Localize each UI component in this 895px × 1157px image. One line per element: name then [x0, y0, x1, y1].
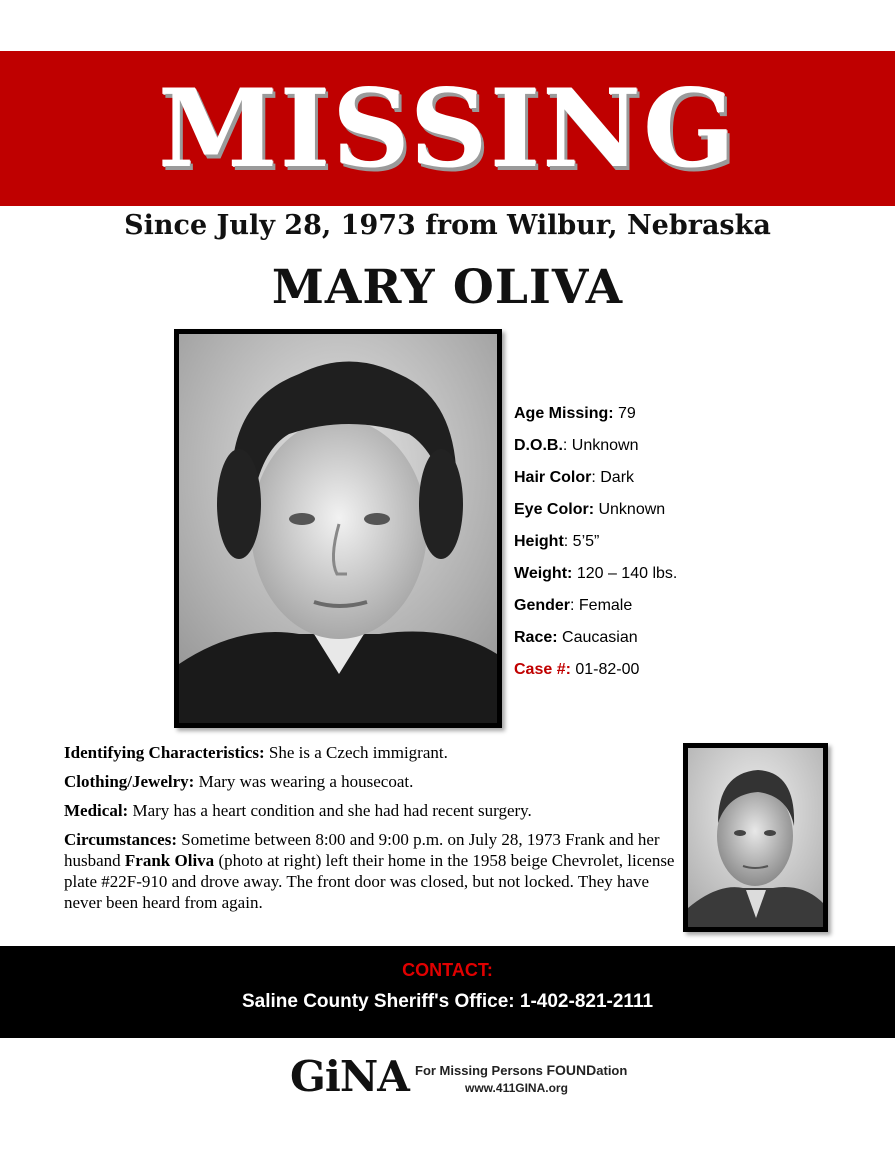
contact-phone[interactable]: Saline County Sheriff's Office: 1-402-821-2111 [241, 991, 654, 1012]
detail-value: 79 [618, 405, 636, 422]
detail-weight [514, 558, 874, 590]
gina-tagline [415, 1062, 627, 1078]
detail-value: : Dark [591, 469, 635, 486]
detail-value: : 5’5” [563, 533, 600, 550]
detail-value: 120 – 140 lbs. [576, 565, 678, 582]
detail-label: Age Missing: [514, 405, 614, 422]
circumstances [64, 829, 676, 913]
missing-title: MISSING [157, 65, 738, 192]
detail-dob [514, 430, 874, 462]
case-number-label: Case #: [514, 661, 571, 678]
missing-since: Since July 28, 1973 from Wilbur, Nebraska [124, 210, 771, 241]
detail-label: Weight: [514, 565, 573, 582]
narrative-text: Sometime between 8:00 and 9:00 p.m. on July 28, 1973 Frank and her husband [64, 830, 660, 870]
narrative-text: She is a Czech immigrant. [268, 743, 448, 762]
header-banner [0, 51, 895, 206]
detail-label: Gender [514, 597, 571, 614]
detail-value: Caucasian [562, 629, 638, 646]
narrative-label: Medical: [64, 801, 129, 820]
narrative-text: (photo at right) left their home in the 1958 beige Chevrolet, license plate #22F-910 and drove away. The front door was closed, but not locked. They have never been heard from again. [64, 851, 675, 912]
contact-label: CONTACT: [402, 960, 493, 980]
narrative-label: Clothing/Jewelry: [64, 772, 195, 791]
detail-value: : Unknown [562, 437, 639, 454]
detail-label: D.O.B. [514, 437, 563, 454]
person-photo [174, 329, 502, 728]
detail-race [514, 622, 874, 654]
portrait-woman-image [179, 334, 497, 723]
identifying-characteristics [64, 742, 676, 763]
contact-bar [0, 946, 895, 1038]
detail-label: Race: [514, 629, 558, 646]
portrait-man-image [688, 748, 823, 927]
detail-value: Unknown [598, 501, 666, 518]
narrative-text: Mary has a heart condition and she had had recent surgery. [132, 801, 532, 820]
narrative-text: Mary was wearing a housecoat. [198, 772, 414, 791]
footer [290, 1054, 630, 1104]
medical [64, 800, 676, 821]
narrative-label: Identifying Characteristics: [64, 743, 265, 762]
detail-label: Height [514, 533, 564, 550]
narrative-label: Circumstances: [64, 830, 177, 849]
clothing-jewelry [64, 771, 676, 792]
detail-label: Hair Color [514, 469, 592, 486]
case-narrative [64, 742, 676, 921]
gina-logo: GiNA [290, 1052, 409, 1101]
detail-label: Eye Color: [514, 501, 595, 518]
gina-url-link[interactable]: www.411GINA.org [465, 1081, 568, 1095]
tagline-prefix: For Missing Persons [415, 1063, 547, 1078]
detail-value: : Female [570, 597, 633, 614]
detail-hair-color [514, 462, 874, 494]
detail-age-missing [514, 398, 874, 430]
physical-details [514, 398, 874, 686]
tagline-suffix: ation [596, 1063, 628, 1078]
husband-photo [683, 743, 828, 932]
person-name: MARY OLIVA [271, 260, 624, 315]
tagline-found: FOUND [546, 1062, 597, 1078]
husband-name: Frank Oliva [124, 851, 215, 870]
detail-eye-color [514, 494, 874, 526]
case-number-value: 01-82-00 [575, 661, 640, 678]
detail-height [514, 526, 874, 558]
detail-case-number [514, 654, 874, 686]
detail-gender [514, 590, 874, 622]
